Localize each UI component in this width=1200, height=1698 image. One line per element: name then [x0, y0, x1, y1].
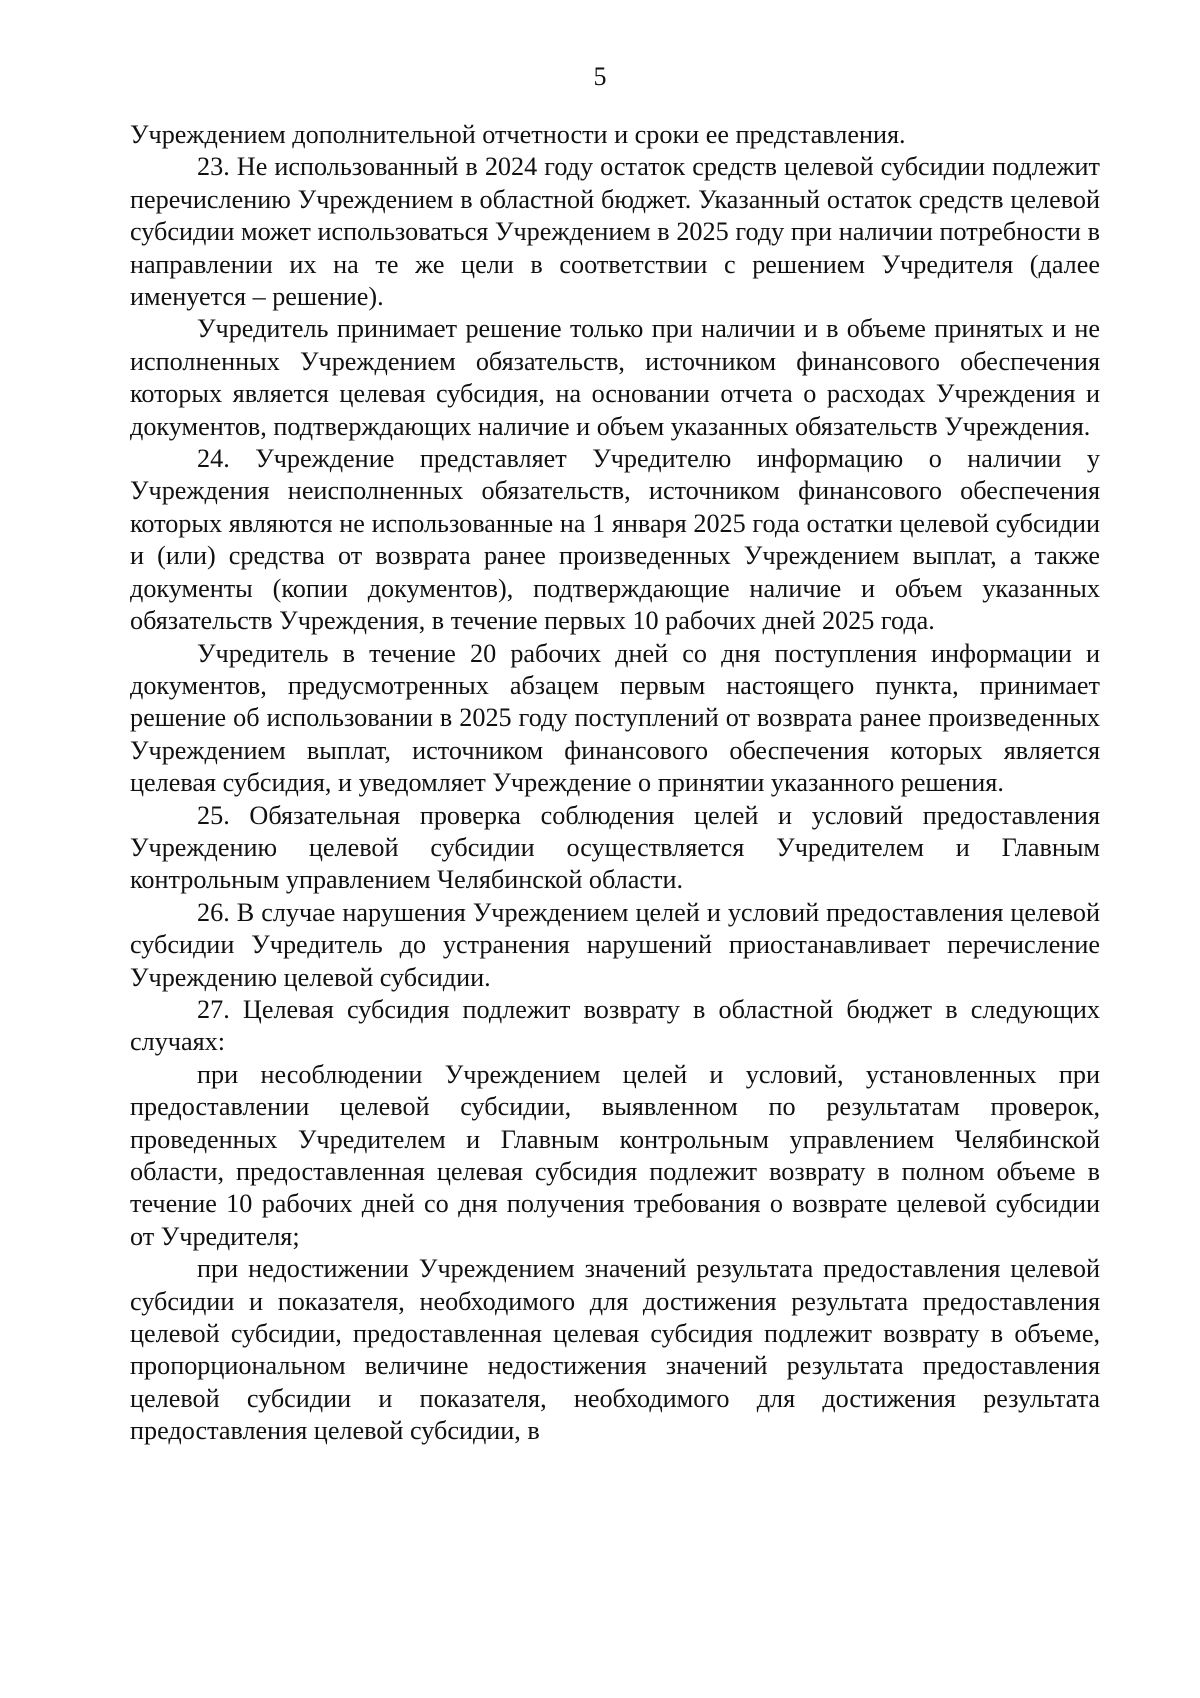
- paragraph-item-27: 27. Целевая субсидия подлежит возврату в областной бюджет в следующих случаях:: [130, 994, 1100, 1057]
- page-number: 5: [593, 62, 607, 91]
- paragraph-case-not-achieved: при недостижении Учреждением значений результата предоставления целевой субсидии и показателя, необходимого для достижения результата предоставления целевой субсидии, предоставленная целевая субсидия подлежит возврату в объеме, пропорциональном величине недостижения значений результата предоставления целевой субсидии и показателя, необходимого для достижения результата предоставления целевой субсидии, в: [130, 1254, 1100, 1446]
- document-body: [130, 119, 1100, 1448]
- paragraph-case-violation: при несоблюдении Учреждением целей и условий, установленных при предоставлении целевой субсидии, выявленном по результатам проверок, проведенных Учредителем и Главным контрольным управлением Челябинской области, предоставленная целевая субсидия подлежит возврату в полном объеме в течение 10 рабочих дней со дня получения требования о возврате целевой субсидии от Учредителя;: [130, 1059, 1100, 1251]
- paragraph-item-26: 26. В случае нарушения Учреждением целей и условий предоставления целевой субсидии Учредитель до устранения нарушений приостанавливает перечисление Учреждению целевой субсидии.: [130, 897, 1100, 992]
- paragraph-founder-term: Учредитель в течение 20 рабочих дней со дня поступления информации и документов, предусмотренных абзацем первым настоящего пункта, принимает решение об использовании в 2025 году поступлений от возврата ранее произведенных Учреждением выплат, источником финансового обеспечения которых является целевая субсидия, и уведомляет Учреждение о принятии указанного решения.: [130, 638, 1100, 798]
- paragraph-item-24: 24. Учреждение представляет Учредителю информацию о наличии у Учреждения неисполненных обязательств, источником финансового обеспечения которых являются не использованные на 1 января 2025 года остатки целевой субсидии и (или) средства от возврата ранее произведенных Учреждением выплат, а также документы (копии документов), подтверждающие наличие и объем указанных обязательств Учреждения, в течение первых 10 рабочих дней 2025 года.: [130, 444, 1100, 636]
- paragraph-item-25: 25. Обязательная проверка соблюдения целей и условий предоставления Учреждению целевой субсидии осуществляется Учредителем и Главным контрольным управлением Челябинской области.: [130, 800, 1100, 895]
- paragraph-continuation: Учреждением дополнительной отчетности и сроки ее представления.: [130, 120, 906, 149]
- paragraph-founder-decision: Учредитель принимает решение только при наличии и в объеме принятых и не исполненных Учреждением обязательств, источником финансового обеспечения которых является целевая субсидия, на основании отчета о расходах Учреждения и документов, подтверждающих наличие и объем указанных обязательств Учреждения.: [130, 314, 1100, 441]
- paragraph-item-23: 23. Не использованный в 2024 году остаток средств целевой субсидии подлежит перечислению Учреждением в областной бюджет. Указанный остаток средств целевой субсидии может использоваться Учреждением в 2025 году при наличии потребности в направлении их на те же цели в соответствии с решением Учредителя (далее именуется – решение).: [130, 152, 1100, 312]
